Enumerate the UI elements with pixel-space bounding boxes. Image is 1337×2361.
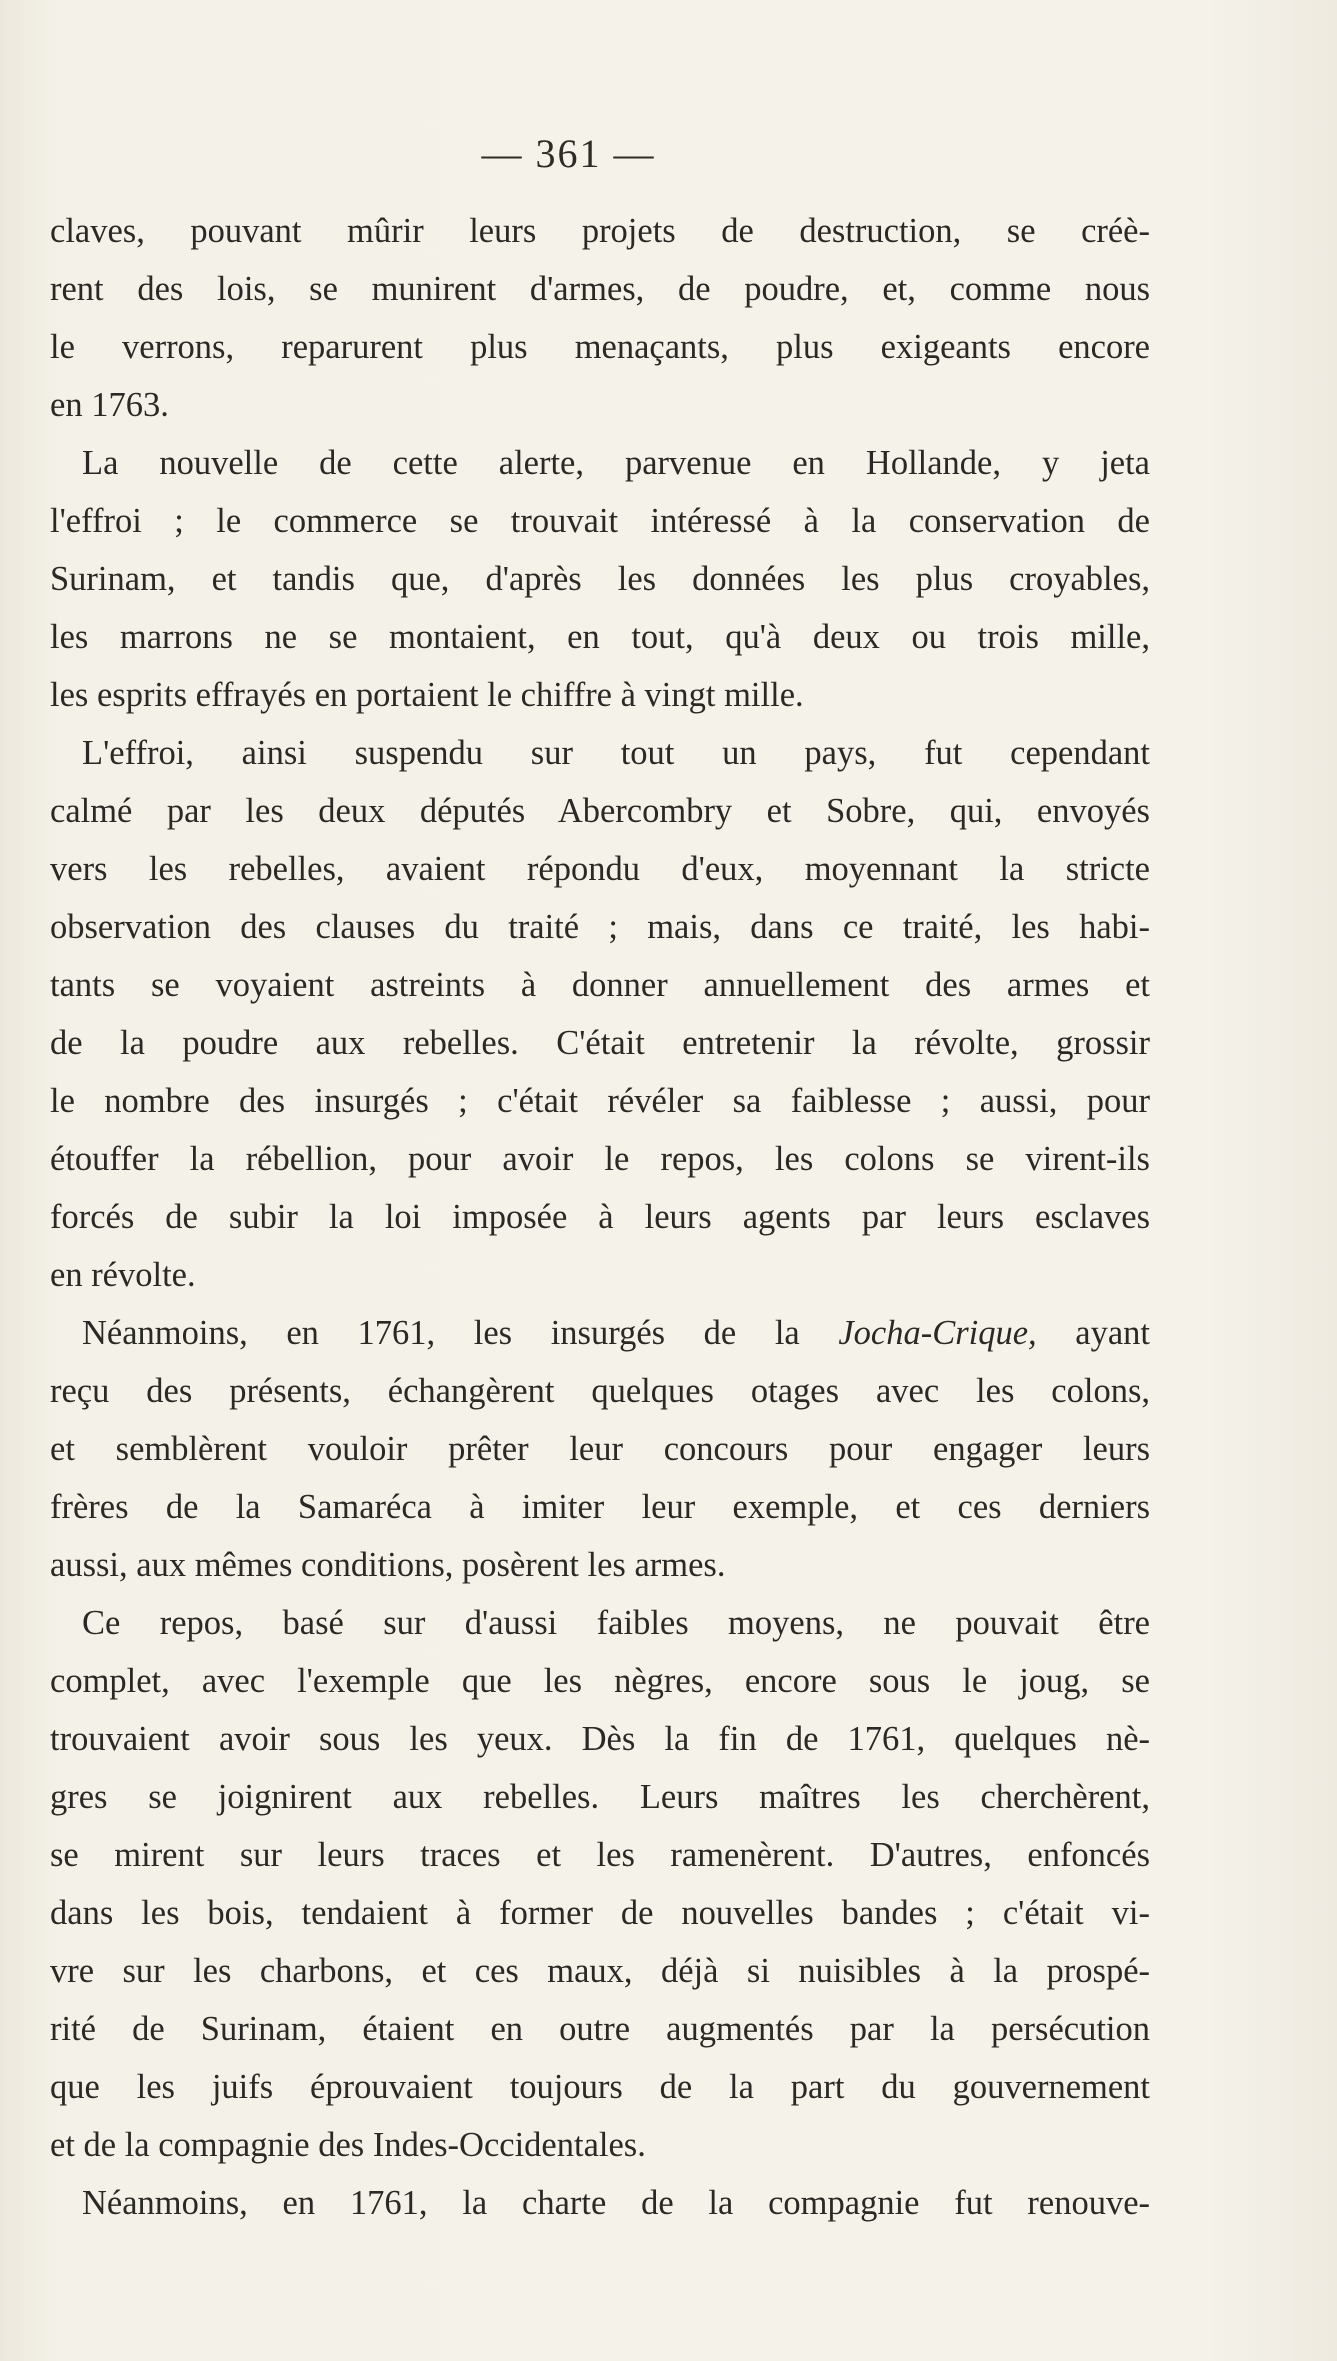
text-line: les marrons ne se montaient, en tout, qu'à deux ou trois mille, [50,618,1150,656]
text-line: l'effroi ; le commerce se trouvait intéressé à la conservation de [50,502,1150,540]
text-line: le verrons, reparurent plus menaçants, plus exigeants encore [50,328,1150,366]
text-line: le nombre des insurgés ; c'était révéler sa faiblesse ; aussi, pour [50,1082,1150,1120]
text-line: et de la compagnie des Indes-Occidentales. [50,2126,646,2164]
text-line: claves, pouvant mûrir leurs projets de destruction, se créè- [50,212,1150,250]
text-line: étouffer la rébellion, pour avoir le repos, les colons se virent-ils [50,1140,1150,1178]
text-line: reçu des présents, échangèrent quelques otages avec les colons, [50,1372,1150,1410]
text-line: de la poudre aux rebelles. C'était entretenir la révolte, grossir [50,1024,1150,1062]
text-segment: ayant [1036,1314,1150,1352]
text-line: L'effroi, ainsi suspendu sur tout un pays, fut cependant [82,734,1150,772]
page-number: — 361 — [481,131,656,176]
text-line: vers les rebelles, avaient répondu d'eux, moyennant la stricte [50,850,1150,888]
text-line: frères de la Samaréca à imiter leur exemple, et ces derniers [50,1488,1150,1526]
text-line [50,1304,1150,1362]
body-text [50,202,1150,2232]
text-line: complet, avec l'exemple que les nègres, encore sous le joug, se [50,1662,1150,1700]
text-line: vre sur les charbons, et ces maux, déjà si nuisibles à la prospé- [50,1952,1150,1990]
text-line: gres se joignirent aux rebelles. Leurs maîtres les cherchèrent, [50,1778,1150,1816]
text-line: se mirent sur leurs traces et les ramenèrent. D'autres, enfoncés [50,1836,1150,1874]
text-line: forcés de subir la loi imposée à leurs agents par leurs esclaves [50,1198,1150,1236]
text-line: rent des lois, se munirent d'armes, de poudre, et, comme nous [50,270,1150,308]
text-line: trouvaient avoir sous les yeux. Dès la fin de 1761, quelques nè- [50,1720,1150,1758]
text-line: observation des clauses du traité ; mais, dans ce traité, les habi- [50,908,1150,946]
text-line: La nouvelle de cette alerte, parvenue en Hollande, y jeta [82,444,1150,482]
text-line: dans les bois, tendaient à former de nouvelles bandes ; c'était vi- [50,1894,1150,1932]
italic-place-name: Jocha-Crique, [838,1314,1037,1352]
text-line: Surinam, et tandis que, d'après les données les plus croyables, [50,560,1150,598]
text-line: calmé par les deux députés Abercombry et Sobre, qui, envoyés [50,792,1150,830]
text-line: les esprits effrayés en portaient le chiffre à vingt mille. [50,676,804,714]
text-line: en révolte. [50,1256,196,1294]
text-line: que les juifs éprouvaient toujours de la part du gouvernement [50,2068,1150,2106]
text-line: et semblèrent vouloir prêter leur concours pour engager leurs [50,1430,1150,1468]
text-line: aussi, aux mêmes conditions, posèrent les armes. [50,1546,726,1584]
text-line: Néanmoins, en 1761, la charte de la compagnie fut renouve- [82,2184,1150,2222]
text-line: Ce repos, basé sur d'aussi faibles moyens, ne pouvait être [82,1604,1150,1642]
text-segment: Néanmoins, en 1761, les insurgés de la [82,1314,839,1352]
text-line: tants se voyaient astreints à donner annuellement des armes et [50,966,1150,1004]
text-line: en 1763. [50,386,169,424]
text-line: rité de Surinam, étaient en outre augmentés par la persécution [50,2010,1150,2048]
